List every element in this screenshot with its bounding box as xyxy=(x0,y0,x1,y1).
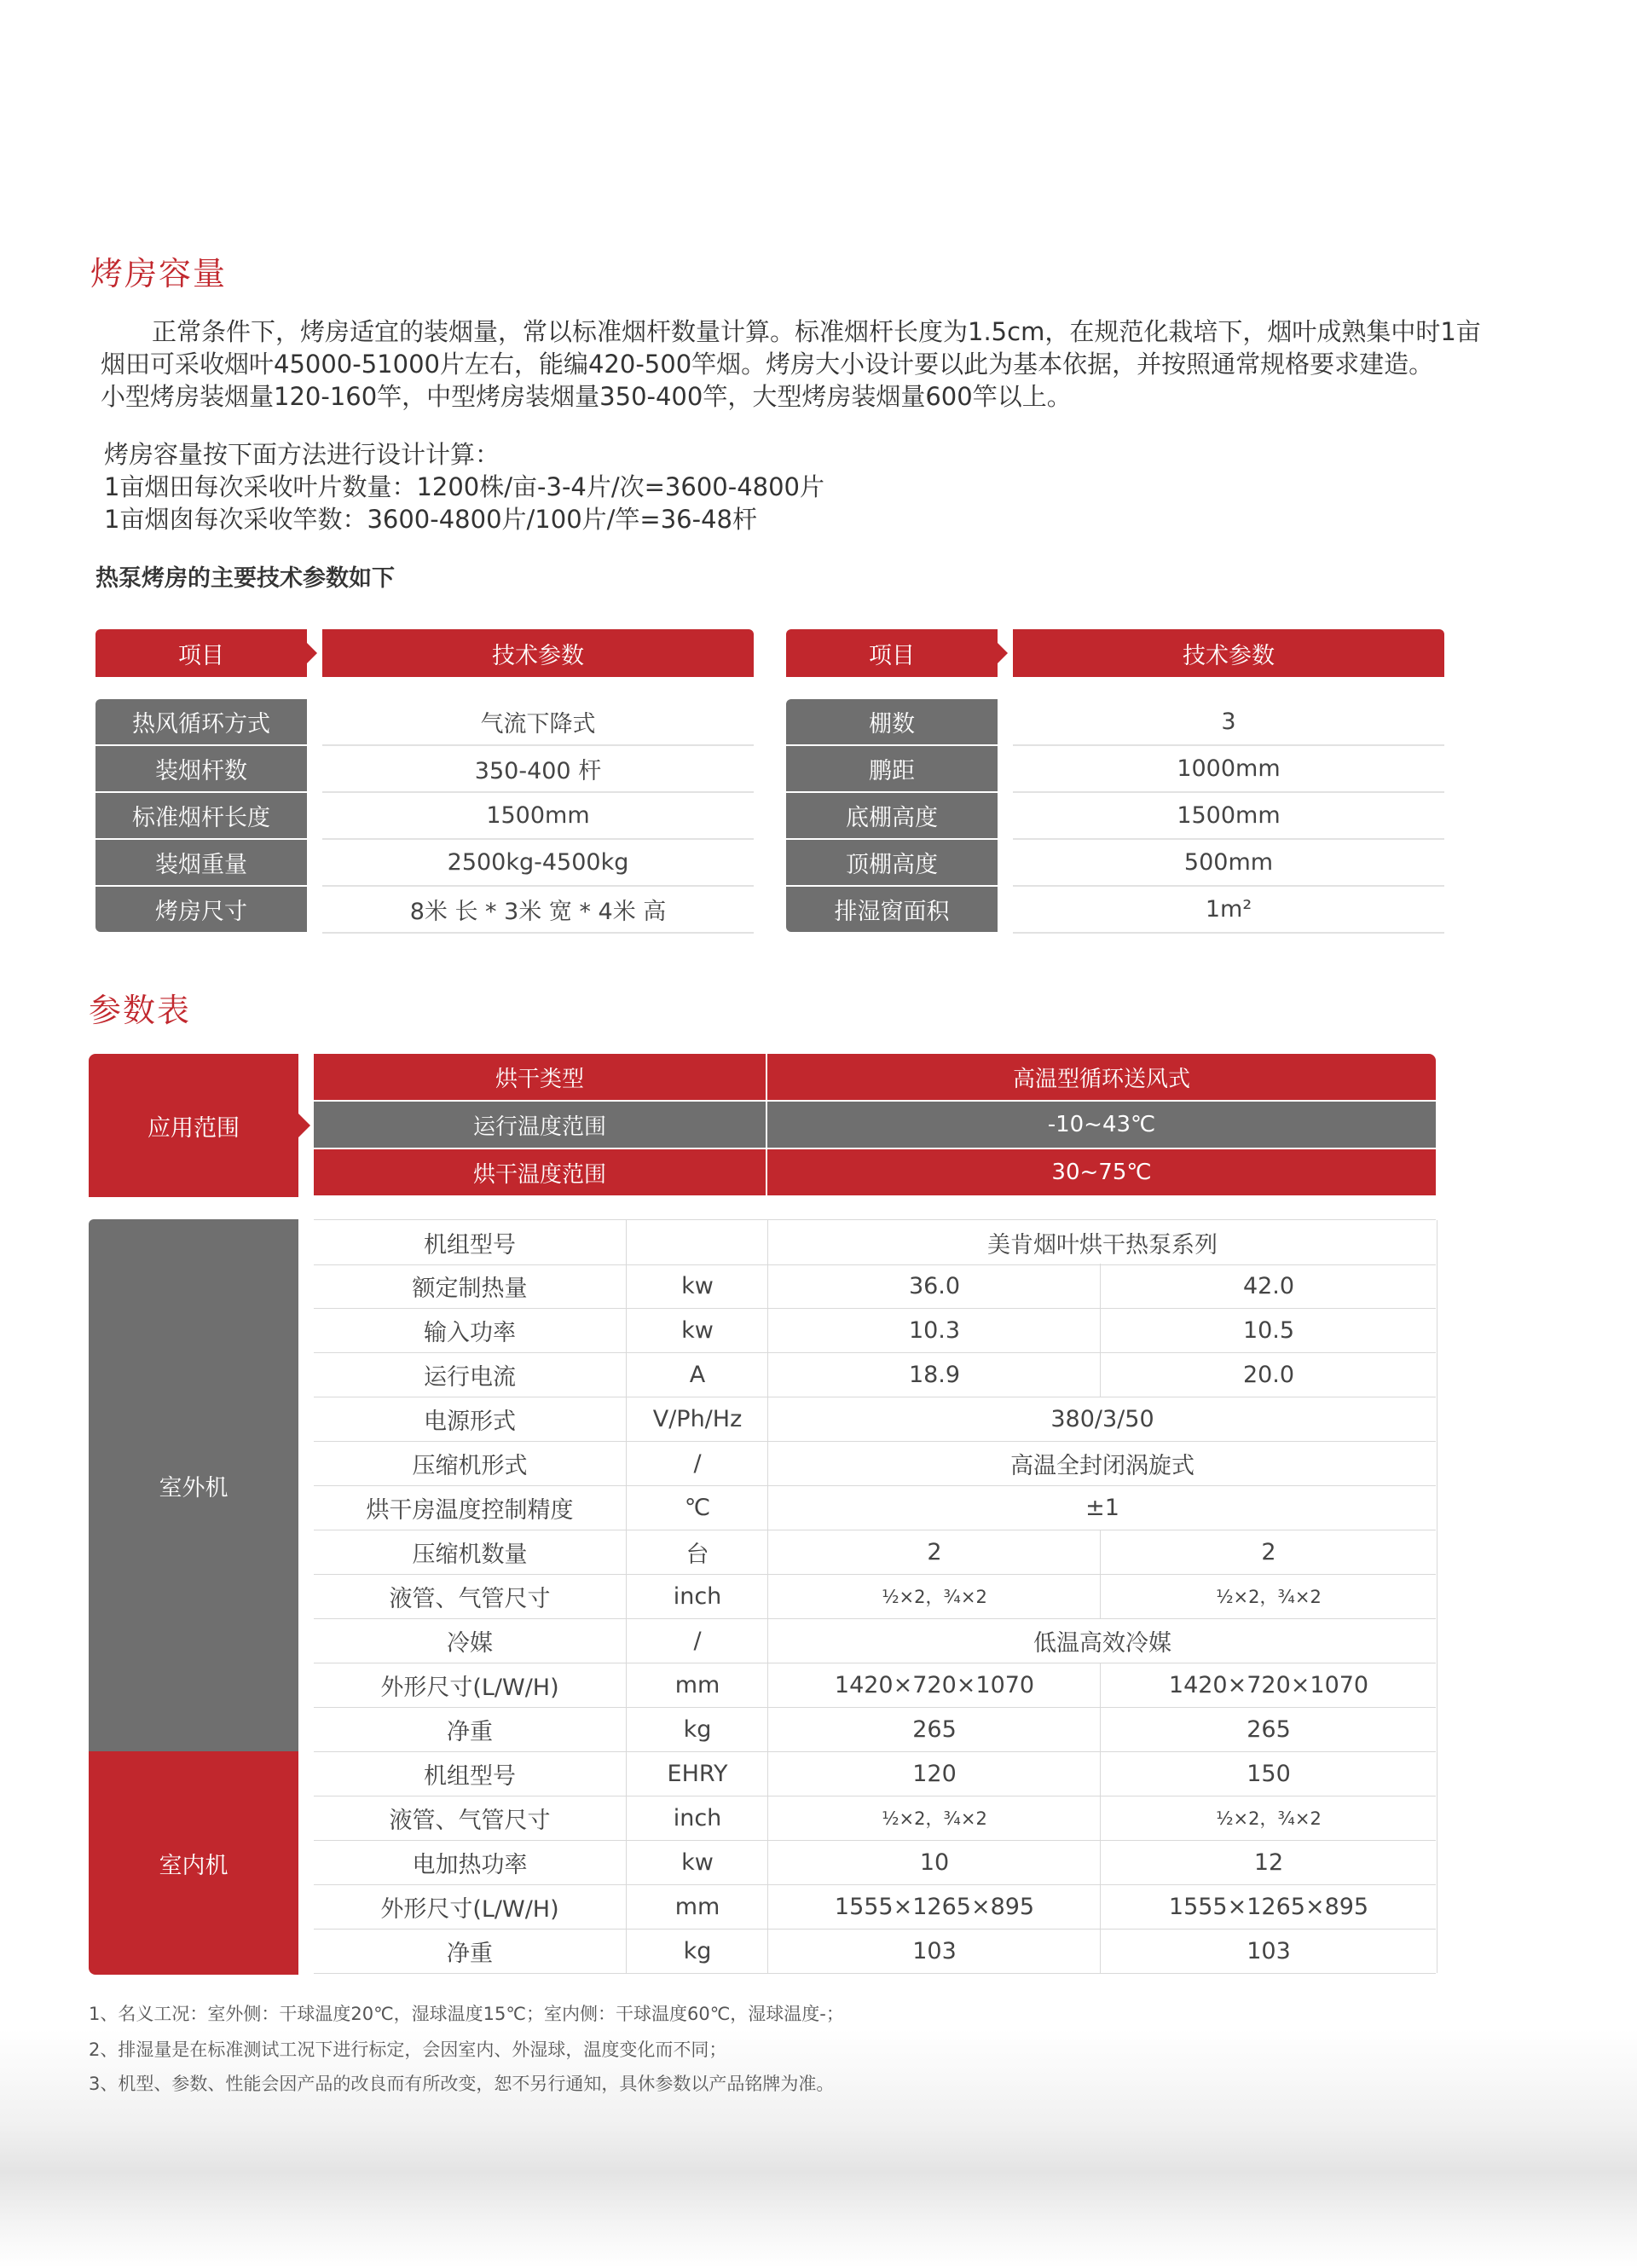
spec-value: 气流下降式 xyxy=(322,699,754,746)
header-param: 技术参数 xyxy=(322,629,754,677)
param-unit: ℃ xyxy=(626,1485,768,1530)
header-item: 项目 xyxy=(95,629,307,677)
spec-row xyxy=(786,746,1451,793)
spec-value: 1m² xyxy=(1013,887,1444,934)
param-value-a: ½×2，¾×2 xyxy=(767,1796,1101,1840)
capacity-paragraph-2 xyxy=(104,438,824,535)
param-name: 压缩机形式 xyxy=(412,1452,528,1479)
param-merged-value: 低温高效冷媒 xyxy=(767,1618,1437,1663)
param-unit: EHRY xyxy=(626,1751,768,1796)
param-value-a: 265 xyxy=(767,1707,1101,1751)
table-row xyxy=(314,1530,1436,1575)
paragraph-line: 烤房容量按下面方法进行设计计算： xyxy=(104,440,500,469)
application-value: 30~75℃ xyxy=(767,1149,1436,1195)
param-name: 电加热功率 xyxy=(412,1851,528,1878)
param-unit: kw xyxy=(626,1264,768,1308)
param-value-a: 1420×720×1070 xyxy=(767,1663,1101,1707)
spec-table-right xyxy=(786,629,1458,936)
param-unit: kw xyxy=(626,1840,768,1884)
table-row xyxy=(314,1219,1436,1265)
header-item: 项目 xyxy=(786,629,998,677)
param-unit: kw xyxy=(626,1308,768,1352)
spec-value: 2500kg-4500kg xyxy=(322,840,754,887)
param-unit: / xyxy=(626,1441,768,1485)
capacity-title: 烤房容量 xyxy=(90,255,228,292)
paragraph-line: 烟田可采收烟叶45000-51000片左右，能编420-500竿烟。烤房大小设计要以此为基本依据，并按照通常规格要求建造。 xyxy=(101,350,1434,379)
param-unit: 台 xyxy=(626,1530,768,1574)
table-row xyxy=(314,1840,1436,1885)
param-name: 电源形式 xyxy=(424,1408,516,1435)
table-row xyxy=(314,1707,1436,1752)
param-unit: kg xyxy=(626,1929,768,1973)
application-row xyxy=(314,1102,1436,1148)
spec-label: 棚数 xyxy=(786,699,998,744)
application-range-label: 应用范围 xyxy=(89,1054,298,1197)
application-value: -10~43℃ xyxy=(767,1102,1436,1148)
param-unit: / xyxy=(626,1618,768,1663)
param-value-a: 10 xyxy=(767,1840,1101,1884)
spec-subheading: 热泵烤房的主要技术参数如下 xyxy=(95,565,395,592)
param-value-b: ½×2，¾×2 xyxy=(1100,1796,1437,1840)
table-row xyxy=(314,1264,1436,1309)
param-merged-value: 高温全封闭涡旋式 xyxy=(767,1441,1437,1485)
table-row xyxy=(314,1663,1436,1708)
paragraph-line: 1亩烟囱每次采收竿数：3600-4800片/100片/竿=36-48杆 xyxy=(104,505,757,534)
spec-row xyxy=(95,793,761,840)
param-value-b: 1420×720×1070 xyxy=(1100,1663,1437,1707)
table-row xyxy=(314,1308,1436,1353)
spec-label: 底棚高度 xyxy=(786,793,998,838)
header-param: 技术参数 xyxy=(1013,629,1444,677)
param-value-b: 150 xyxy=(1100,1751,1437,1796)
param-unit xyxy=(626,1220,768,1264)
param-name: 外形尺寸(L/W/H) xyxy=(380,1674,559,1701)
param-unit: A xyxy=(626,1352,768,1397)
application-row xyxy=(314,1054,1436,1100)
footnote: 3、机型、参数、性能会因产品的改良而有所改变，恕不另行通知，具休参数以产品铭牌为准。 xyxy=(89,2074,835,2094)
spec-row xyxy=(786,887,1451,934)
spec-table-left xyxy=(95,629,767,936)
table-row xyxy=(314,1796,1436,1841)
param-name: 外形尺寸(L/W/H) xyxy=(380,1895,559,1923)
param-name: 净重 xyxy=(447,1940,493,1967)
indoor-unit-label: 室内机 xyxy=(89,1751,298,1975)
spec-label: 装烟杆数 xyxy=(95,746,307,791)
param-value-b: 10.5 xyxy=(1100,1308,1437,1352)
param-name: 烘干房温度控制精度 xyxy=(366,1496,574,1524)
capacity-paragraph-1 xyxy=(101,315,1481,413)
param-unit: mm xyxy=(626,1884,768,1929)
param-value-b: 42.0 xyxy=(1100,1264,1437,1308)
param-name: 机组型号 xyxy=(424,1762,516,1790)
spec-label: 热风循环方式 xyxy=(95,699,307,744)
param-unit: inch xyxy=(626,1574,768,1618)
param-value-b: 12 xyxy=(1100,1840,1437,1884)
param-name: 压缩机数量 xyxy=(412,1541,528,1568)
paragraph-line: 小型烤房装烟量120-160竿，中型烤房装烟量350-400竿，大型烤房装烟量600竿以上。 xyxy=(101,382,1072,411)
application-value: 高温型循环送风式 xyxy=(767,1054,1436,1100)
background-swoosh xyxy=(0,2029,1637,2268)
param-value-b: 265 xyxy=(1100,1707,1437,1751)
spec-value: 1500mm xyxy=(322,793,754,840)
table-row xyxy=(314,1884,1436,1930)
spec-value: 3 xyxy=(1013,699,1444,746)
param-name: 冷媒 xyxy=(447,1629,493,1657)
spec-value: 500mm xyxy=(1013,840,1444,887)
param-unit: kg xyxy=(626,1707,768,1751)
spec-value: 350-400 杆 xyxy=(322,746,754,793)
param-name: 液管、气管尺寸 xyxy=(389,1807,551,1834)
spec-row xyxy=(786,840,1451,887)
params-title: 参数表 xyxy=(89,992,192,1029)
spec-row xyxy=(95,840,761,887)
paragraph-line: 正常条件下，烤房适宜的装烟量，常以标准烟杆数量计算。标准烟杆长度为1.5cm，在规范化栽培下，烟叶成熟集中时1亩 xyxy=(152,317,1481,346)
table-row xyxy=(314,1574,1436,1619)
spec-row xyxy=(95,699,761,746)
spec-value: 1000mm xyxy=(1013,746,1444,793)
application-name: 烘干类型 xyxy=(314,1054,766,1100)
spec-label: 鹏距 xyxy=(786,746,998,791)
spec-label: 标准烟杆长度 xyxy=(95,793,307,838)
table-row xyxy=(314,1929,1436,1974)
param-value-a: 103 xyxy=(767,1929,1101,1973)
parameter-table xyxy=(89,1054,1436,1975)
param-name: 额定制热量 xyxy=(412,1275,528,1302)
spec-label: 排湿窗面积 xyxy=(786,887,998,932)
param-merged-value: ±1 xyxy=(767,1485,1437,1530)
table-row xyxy=(314,1751,1436,1796)
footnote: 2、排湿量是在标准测试工况下进行标定，会因室内、外湿球，温度变化而不同； xyxy=(89,2039,727,2060)
param-value-b: 20.0 xyxy=(1100,1352,1437,1397)
footnote: 1、名义工况：室外侧：干球温度20℃，湿球温度15℃；室内侧：干球温度60℃，湿球温度-； xyxy=(89,2004,844,2024)
spec-row xyxy=(786,793,1451,840)
spec-label: 装烟重量 xyxy=(95,840,307,885)
param-name: 液管、气管尺寸 xyxy=(389,1585,551,1612)
table-row xyxy=(314,1485,1436,1530)
application-name: 烘干温度范围 xyxy=(314,1149,766,1195)
outdoor-unit-label: 室外机 xyxy=(89,1219,298,1751)
application-row xyxy=(314,1149,1436,1195)
param-name: 净重 xyxy=(447,1718,493,1745)
param-value-a: 36.0 xyxy=(767,1264,1101,1308)
param-unit: mm xyxy=(626,1663,768,1707)
application-name: 运行温度范围 xyxy=(314,1102,766,1148)
param-value-b: 103 xyxy=(1100,1929,1437,1973)
spec-row xyxy=(95,746,761,793)
spec-row xyxy=(95,887,761,934)
spec-label: 顶棚高度 xyxy=(786,840,998,885)
param-merged-value: 380/3/50 xyxy=(767,1397,1437,1441)
spec-value: 1500mm xyxy=(1013,793,1444,840)
spec-label: 烤房尺寸 xyxy=(95,887,307,932)
param-value-a: ½×2，¾×2 xyxy=(767,1574,1101,1618)
table-row xyxy=(314,1397,1436,1442)
param-value-a: 120 xyxy=(767,1751,1101,1796)
param-value-b: 1555×1265×895 xyxy=(1100,1884,1437,1929)
param-merged-value: 美肯烟叶烘干热泵系列 xyxy=(767,1220,1437,1264)
param-value-b: ½×2，¾×2 xyxy=(1100,1574,1437,1618)
table-row xyxy=(314,1352,1436,1397)
param-name: 运行电流 xyxy=(424,1363,516,1391)
param-name: 输入功率 xyxy=(424,1319,516,1346)
paragraph-line: 1亩烟田每次采收叶片数量：1200株/亩-3-4片/次=3600-4800片 xyxy=(104,472,824,501)
param-value-a: 10.3 xyxy=(767,1308,1101,1352)
param-name: 机组型号 xyxy=(424,1231,516,1258)
param-value-a: 1555×1265×895 xyxy=(767,1884,1101,1929)
param-value-a: 2 xyxy=(767,1530,1101,1574)
spec-row xyxy=(786,699,1451,746)
param-unit: V/Ph/Hz xyxy=(626,1397,768,1441)
table-row xyxy=(314,1618,1436,1663)
table-row xyxy=(314,1441,1436,1486)
spec-value: 8米 长 * 3米 宽 * 4米 高 xyxy=(322,887,754,934)
param-unit: inch xyxy=(626,1796,768,1840)
param-value-a: 18.9 xyxy=(767,1352,1101,1397)
param-value-b: 2 xyxy=(1100,1530,1437,1574)
